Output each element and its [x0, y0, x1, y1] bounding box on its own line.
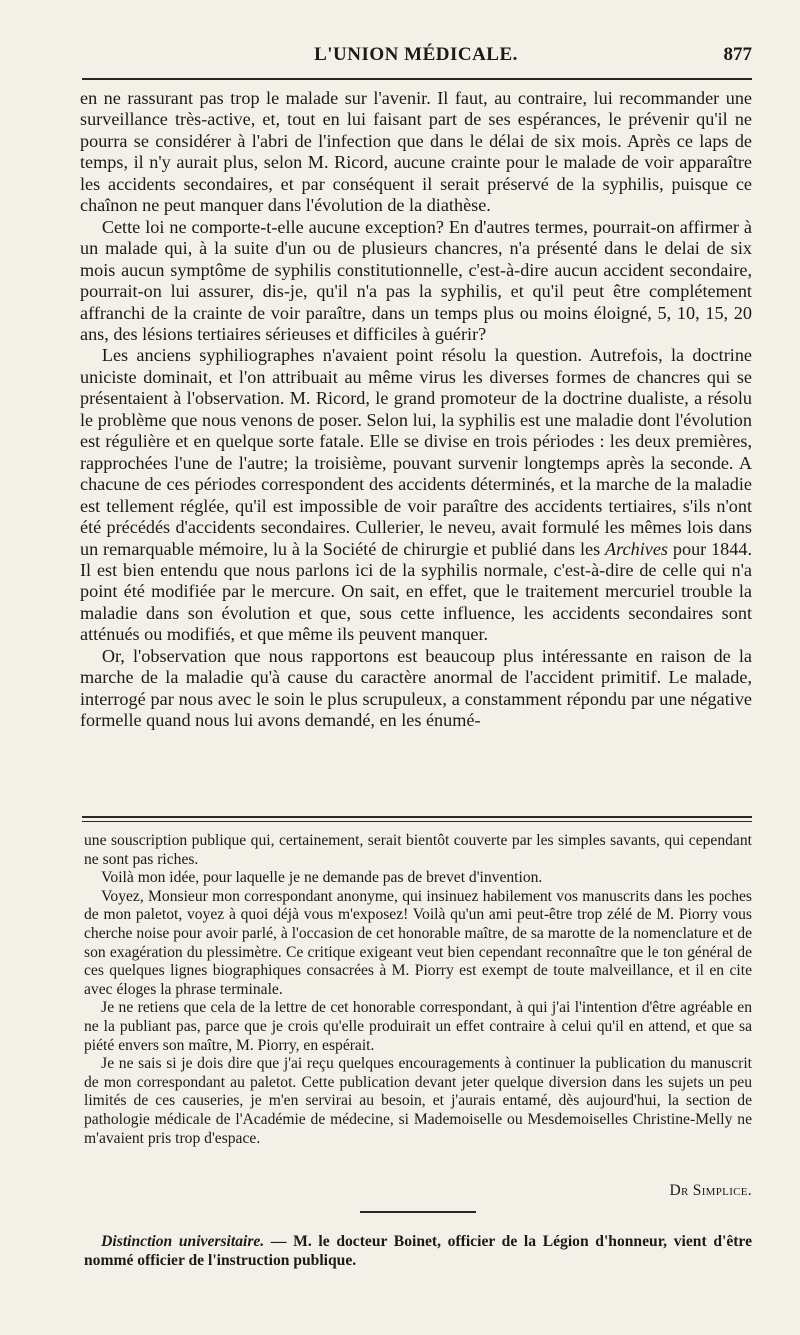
feuilleton-paragraph-4: Je ne retiens que cela de la lettre de cet honorable correspondant, à qui j'ai l'intention d'être agréable en ne la publiant pas, parce que je crois qu'elle produirait un effet contraire à celui qu'il en attend, et que sa piété envers son maître, M. Piorry, en espérait. — [84, 999, 752, 1054]
page-number: 877 — [723, 44, 752, 65]
news-paragraph — [84, 1232, 752, 1270]
feuilleton-rule-bottom — [82, 821, 752, 822]
main-article — [80, 88, 752, 732]
feuilleton-paragraph-1: une souscription publique qui, certainement, serait bientôt couverte par les simples savants, qui cependant ne sont pas riches. — [84, 832, 752, 868]
news-item — [84, 1232, 752, 1270]
page-header — [80, 44, 752, 74]
section-divider — [360, 1211, 476, 1213]
feuilleton-paragraph-3: Voyez, Monsieur mon correspondant anonyme, qui insinuez habilement vos manuscrits dans les poches de mon paletot, voyez à quoi déjà vous m'exposez! Voilà qu'un ami peut-être trop zélé de M. Piorry vous cherche noise pour avoir parlé, à l'occasion de cet honorable maître, de sa marotte de la nomenclature et de son exagération du plessimètre. Ce critique exigeant veut bien cependant reconnaître que le ton général de ces quelques lignes biographiques consacrées à M. Piorry est exempt de toute malveillance, et il en cite avec éloges la phrase terminale. — [84, 887, 752, 998]
paragraph-3-tail: pour 1844. Il est bien entendu que nous parlons ici de la syphilis normale, c'est-à-dire de celle qui n'a point été modifiée par le mercure. On sait, en effet, que le traitement mercuriel trouble la maladie dans son évolution et que, sous cette influence, les accidents secondaires sont atténués ou modifiés, et que même ils peuvent manquer. — [80, 538, 753, 645]
article-paragraph-3 — [80, 345, 752, 645]
paragraph-3-text: Les anciens syphiliographes n'avaient point résolu la question. Autrefois, la doctrine uniciste dominait, et l'on attribuait au même virus les diverses formes de chancres qui se présentaient à l'observation. M. Ricord, le grand promoteur de la doctrine dualiste, a résolu le problème que nous venons de poser. Selon lui, la syphilis est une maladie dont l'évolution est régulière et en quelque sorte fatale. Elle se divise en trois périodes : les deux premières, rapprochées l'une de l'autre; la troisième, pouvant survenir longtemps après la seconde. A chacune de ces périodes correspondent des accidents déterminés, et la marche de la maladie est tellement réglée, qu'il est impossible de voir paraître des accidents tertiaires, s'ils n'ont été précédés d'accidents secondaires. Cullerier, le neveu, avait formulé les mêmes lois dans un remarquable mémoire, lu à la Société de chirurgie et publié dans les — [80, 345, 752, 559]
archives-italic: Archives — [605, 538, 669, 559]
author-signature: Dr Simplice. — [669, 1182, 752, 1199]
header-rule — [82, 78, 752, 80]
feuilleton-paragraph-5: Je ne sais si je dois dire que j'ai reçu quelques encouragements à continuer la publication du manuscrit de mon correspondant au paletot. Cette publication devant jeter quelque diversion dans les sujets un peu limités de ces causeries, je m'en servirai au besoin, et j'aurais entamé, dès aujourd'hui, la section de pathologie médicale de l'Académie de médecine, si Mademoiselle ou Mesdemoiselles Christine-Melly ne m'avaient pris trop d'espace. — [84, 1055, 752, 1147]
feuilleton-paragraph-2: Voilà mon idée, pour laquelle je ne demande pas de brevet d'invention. — [101, 869, 543, 887]
news-lead: Distinction universitaire. — [101, 1233, 265, 1250]
article-paragraph-4: Or, l'observation que nous rapportons est beaucoup plus intéressante en raison de la marche de la maladie qu'à cause du caractère anormal de l'accident primitif. Le malade, interrogé par nous avec le soin le plus scrupuleux, a constamment répondu par une négative formelle quand nous lui avons demandé, en les énumé- — [80, 645, 752, 731]
news-text: — M. le docteur Boinet, officier de la Légion d'honneur, vient d'être nommé officier de l'instruction publique. — [84, 1233, 752, 1269]
article-paragraph-1: en ne rassurant pas trop le malade sur l'avenir. Il faut, au contraire, lui recommander une surveillance très-active, et, tout en lui faisant part de ses espérances, le prévenir qu'il ne pourra se considérer à l'abri de l'infection que dans le délai de six mois. Après ce laps de temps, il n'y aurait plus, selon M. Ricord, aucune crainte pour le malade de voir apparaître les accidents secondaires, et par conséquent il serait préservé de la syphilis, puisque ce chaînon ne peut manquer dans l'évolution de la diathèse. — [80, 88, 752, 216]
feuilleton-rule-top — [82, 816, 752, 818]
journal-title: L'UNION MÉDICALE. — [314, 44, 518, 65]
feuilleton-section — [84, 832, 752, 1148]
article-paragraph-2: Cette loi ne comporte-t-elle aucune exception? En d'autres termes, pourrait-on affirmer à un malade qui, à la suite d'un ou de plusieurs chancres, n'a présenté dans le delai de six mois aucun symptôme de syphilis constitutionnelle, c'est-à-dire aucun accident secondaire, pourrait-on lui assurer, dis-je, qu'il n'a pas la syphilis, et qu'il peut être complétement affranchi de la crainte de voir paraître, dans un temps plus ou moins éloigné, 5, 10, 15, 20 ans, des lésions tertiaires sérieuses et difficiles à guérir? — [80, 216, 752, 344]
